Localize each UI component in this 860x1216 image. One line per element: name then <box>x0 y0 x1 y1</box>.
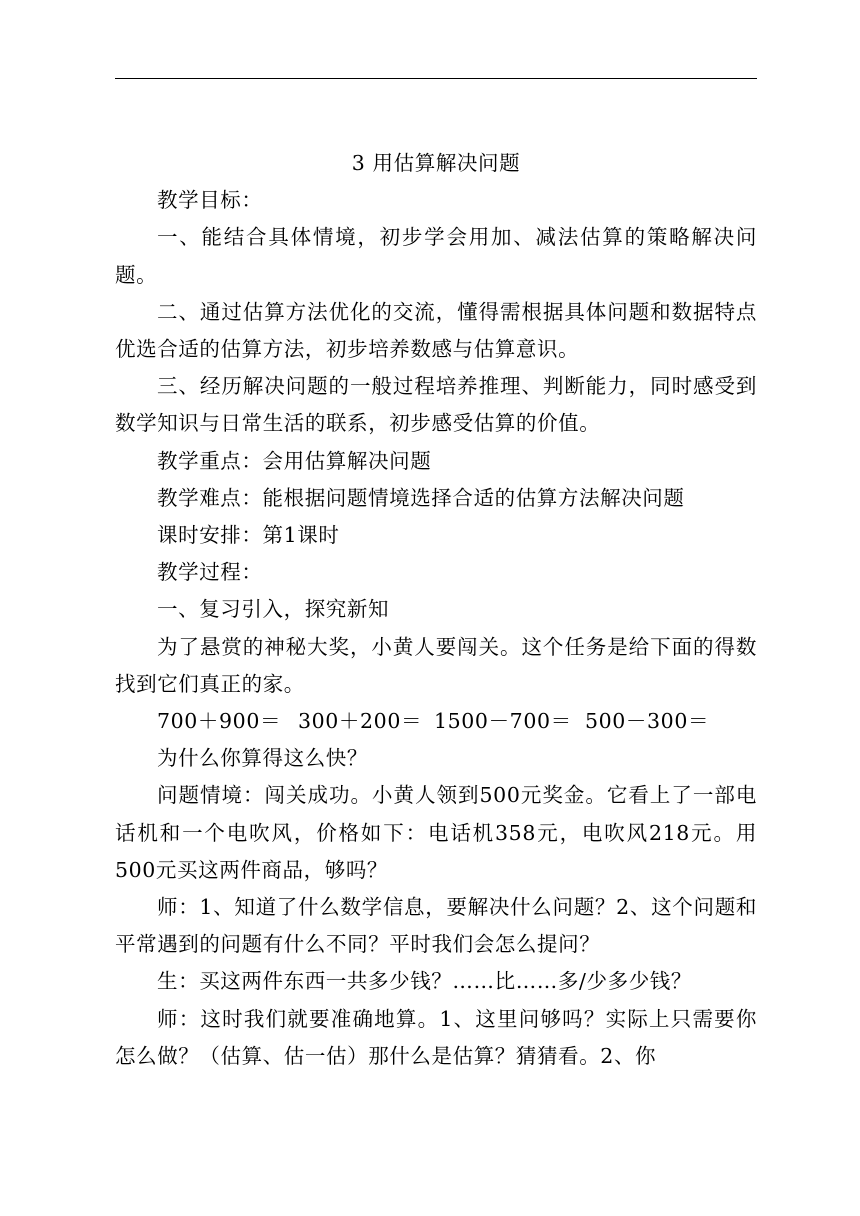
teaching-difficulty: 教学难点：能根据问题情境选择合适的估算方法解决问题 <box>157 485 685 510</box>
teaching-key-point: 教学重点：会用估算解决问题 <box>157 448 432 473</box>
teacher-question-paragraph: 师：1、知道了什么数学信息，要解决什么问题？2、这个问题和平常遇到的问题有什么不同？平时我们会怎么提问？ <box>115 895 757 957</box>
teacher-explanation-paragraph: 师：这时我们就要准确地算。1、这里问够吗？实际上只需要你怎么做？（估算、估一估）那什么是估算？猜猜看。2、你 <box>115 1006 757 1068</box>
task-intro-paragraph: 为了悬赏的神秘大奖，小黄人要闯关。这个任务是给下面的得数找到它们真正的家。 <box>115 634 757 696</box>
expression-item: 700＋900＝ <box>157 709 282 734</box>
teaching-process-heading: 教学过程： <box>157 560 263 585</box>
objective-1: 一、能结合具体情境，初步学会用加、减法估算的策略解决问题。 <box>115 225 757 287</box>
expression-row <box>115 703 757 740</box>
expression-item: 1500－700＝ <box>434 709 572 734</box>
why-fast-question: 为什么你算得这么快？ <box>157 746 368 771</box>
header-rule <box>115 78 757 79</box>
student-answer-paragraph: 生：买这两件东西一共多少钱？……比……多/少多少钱？ <box>157 969 693 994</box>
teaching-objectives-heading: 教学目标： <box>157 188 263 213</box>
document-title: 3 用估算解决问题 <box>351 151 521 175</box>
document-body <box>115 145 757 1075</box>
objective-2: 二、通过估算方法优化的交流，懂得需根据具体问题和数据特点优选合适的估算方法，初步培养数感与估算意识。 <box>115 299 757 362</box>
problem-situation-paragraph: 问题情境：闯关成功。小黄人领到500元奖金。它看上了一部电话机和一个电吹风，价格如下：电话机358元，电吹风218元。用500元买这两件商品，够吗？ <box>115 783 757 882</box>
lesson-schedule: 课时安排：第1课时 <box>157 523 340 548</box>
section-heading-review: 一、复习引入，探究新知 <box>157 597 390 622</box>
expression-item: 300＋200＝ <box>298 709 423 734</box>
expression-item: 500－300＝ <box>585 709 710 734</box>
objective-3: 三、经历解决问题的一般过程培养推理、判断能力，同时感受到数学知识与日常生活的联系，初步感受估算的价值。 <box>115 374 757 436</box>
